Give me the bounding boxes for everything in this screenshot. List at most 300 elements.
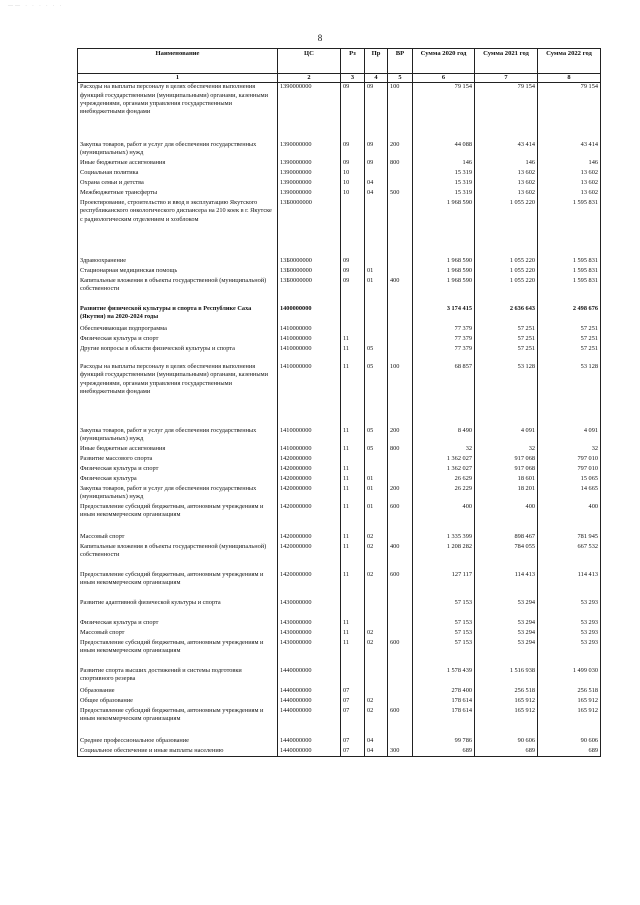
row-target-code: 1390000000 [278, 189, 341, 199]
row-expense-type [388, 629, 413, 639]
row-target-code: 1430000000 [278, 599, 341, 619]
row-sum-2021: 32 [475, 445, 538, 455]
row-sum-2021: 90 606 [475, 737, 538, 747]
row-name: Иные бюджетные ассигнования [78, 445, 278, 455]
header-vr: ВР [388, 49, 413, 74]
row-subsection: 02 [365, 639, 388, 667]
row-sum-2020: 1 968 590 [413, 257, 475, 267]
row-sum-2022: 53 293 [538, 639, 601, 667]
row-name: Предоставление субсидий бюджетным, автономным учреждениям и иным некоммерческим организациям [78, 639, 278, 667]
row-expense-type: 600 [388, 503, 413, 533]
table-row [78, 639, 601, 667]
row-expense-type [388, 697, 413, 707]
header-sum-2020: Сумма 2020 год [413, 49, 475, 74]
row-subsection: 02 [365, 629, 388, 639]
row-sum-2020: 57 153 [413, 619, 475, 629]
row-target-code: 1410000000 [278, 325, 341, 335]
table-row [78, 543, 601, 571]
row-section [341, 325, 365, 335]
row-sum-2021: 2 636 643 [475, 305, 538, 325]
row-subsection [365, 199, 388, 257]
row-sum-2020: 57 153 [413, 639, 475, 667]
scan-artifact: —— · · · · · · [8, 4, 64, 9]
row-sum-2022: 4 091 [538, 427, 601, 445]
row-sum-2021: 165 912 [475, 697, 538, 707]
row-section: 11 [341, 619, 365, 629]
row-section [341, 305, 365, 325]
row-section: 10 [341, 189, 365, 199]
row-target-code: 1420000000 [278, 475, 341, 485]
row-sum-2021: 53 294 [475, 619, 538, 629]
col-index: 4 [365, 74, 388, 83]
row-sum-2020: 278 400 [413, 687, 475, 697]
row-sum-2022: 79 154 [538, 83, 601, 141]
table-row [78, 363, 601, 427]
row-subsection: 05 [365, 427, 388, 445]
row-subsection: 04 [365, 189, 388, 199]
row-sum-2020: 1 578 439 [413, 667, 475, 687]
row-sum-2022: 57 251 [538, 325, 601, 335]
row-sum-2022: 256 518 [538, 687, 601, 697]
row-expense-type: 300 [388, 747, 413, 757]
row-sum-2021: 689 [475, 747, 538, 757]
row-sum-2022: 15 065 [538, 475, 601, 485]
header-pr: Пр [365, 49, 388, 74]
row-subsection [365, 335, 388, 345]
row-sum-2020: 146 [413, 159, 475, 169]
row-sum-2022: 114 413 [538, 571, 601, 599]
row-sum-2021: 57 251 [475, 345, 538, 363]
row-sum-2022: 57 251 [538, 345, 601, 363]
page-number: 8 [317, 33, 323, 43]
row-section: 07 [341, 747, 365, 757]
row-section: 11 [341, 485, 365, 503]
row-name: Иные бюджетные ассигнования [78, 159, 278, 169]
row-sum-2022: 13 602 [538, 179, 601, 189]
row-subsection [365, 667, 388, 687]
row-expense-type [388, 687, 413, 697]
table-row [78, 697, 601, 707]
row-expense-type [388, 465, 413, 475]
row-expense-type [388, 199, 413, 257]
row-name: Проектирование, строительство и ввод в эксплуатацию Якутского республиканского онкологического диспансера на 210 коек в г. Якутске с радиологическим отделением и хозблоком [78, 199, 278, 257]
table-row [78, 141, 601, 159]
row-target-code: 1390000000 [278, 179, 341, 189]
row-sum-2020: 32 [413, 445, 475, 455]
row-sum-2020: 1 968 590 [413, 277, 475, 305]
row-subsection: 02 [365, 697, 388, 707]
budget-table-container [77, 48, 600, 757]
row-target-code: 1410000000 [278, 335, 341, 345]
row-sum-2020: 15 319 [413, 189, 475, 199]
row-sum-2020: 1 208 282 [413, 543, 475, 571]
row-section: 09 [341, 277, 365, 305]
row-section: 09 [341, 141, 365, 159]
row-sum-2021: 53 294 [475, 639, 538, 667]
row-sum-2021: 4 091 [475, 427, 538, 445]
row-sum-2022: 1 595 831 [538, 199, 601, 257]
row-name: Общее образование [78, 697, 278, 707]
table-row [78, 179, 601, 189]
row-section: 11 [341, 363, 365, 427]
row-sum-2022: 90 606 [538, 737, 601, 747]
row-subsection: 01 [365, 277, 388, 305]
row-target-code: 1390000000 [278, 169, 341, 179]
column-index-row [78, 74, 601, 83]
row-target-code: 1430000000 [278, 639, 341, 667]
row-target-code: 1420000000 [278, 465, 341, 475]
row-name: Физическая культура и спорт [78, 335, 278, 345]
table-row [78, 619, 601, 629]
table-row [78, 533, 601, 543]
row-sum-2020: 1 362 027 [413, 455, 475, 465]
row-name: Развитие спорта высших достижений и системы подготовки спортивного резерва [78, 667, 278, 687]
row-sum-2021: 917 068 [475, 455, 538, 465]
row-section: 11 [341, 571, 365, 599]
table-row [78, 599, 601, 619]
row-sum-2021: 256 518 [475, 687, 538, 697]
row-sum-2022: 53 293 [538, 629, 601, 639]
row-target-code: 1420000000 [278, 571, 341, 599]
header-name: Наименование [78, 49, 278, 74]
row-sum-2020: 689 [413, 747, 475, 757]
row-subsection: 02 [365, 533, 388, 543]
row-target-code: 1410000000 [278, 427, 341, 445]
row-name: Обеспечивающая подпрограмма [78, 325, 278, 335]
row-section: 11 [341, 465, 365, 475]
row-target-code: 1440000000 [278, 707, 341, 737]
row-section: 09 [341, 159, 365, 169]
table-row [78, 737, 601, 747]
row-subsection [365, 305, 388, 325]
table-row [78, 747, 601, 757]
table-row [78, 571, 601, 599]
row-subsection: 09 [365, 141, 388, 159]
table-row [78, 445, 601, 455]
row-section: 07 [341, 707, 365, 737]
row-sum-2021: 400 [475, 503, 538, 533]
row-section [341, 199, 365, 257]
row-name: Капитальные вложения в объекты государственной (муниципальной) собственности [78, 277, 278, 305]
row-subsection: 04 [365, 737, 388, 747]
row-sum-2020: 8 490 [413, 427, 475, 445]
row-sum-2022: 781 945 [538, 533, 601, 543]
row-sum-2021: 53 294 [475, 629, 538, 639]
row-target-code: 1440000000 [278, 737, 341, 747]
row-target-code: 1410000000 [278, 363, 341, 427]
row-sum-2021: 18 201 [475, 485, 538, 503]
row-expense-type: 100 [388, 83, 413, 141]
row-sum-2022: 53 128 [538, 363, 601, 427]
table-row [78, 335, 601, 345]
row-sum-2020: 44 088 [413, 141, 475, 159]
row-sum-2022: 2 498 676 [538, 305, 601, 325]
row-sum-2020: 57 153 [413, 599, 475, 619]
row-subsection: 01 [365, 503, 388, 533]
row-sum-2020: 1 968 590 [413, 267, 475, 277]
row-sum-2020: 178 614 [413, 697, 475, 707]
row-sum-2022: 53 293 [538, 599, 601, 619]
row-target-code: 1410000000 [278, 345, 341, 363]
row-sum-2020: 99 786 [413, 737, 475, 747]
row-name: Физическая культура [78, 475, 278, 485]
row-section: 09 [341, 83, 365, 141]
header-cs: ЦС [278, 49, 341, 74]
row-sum-2022: 797 010 [538, 465, 601, 475]
row-expense-type [388, 325, 413, 335]
row-sum-2020: 15 319 [413, 179, 475, 189]
row-target-code: 1420000000 [278, 533, 341, 543]
row-subsection [365, 465, 388, 475]
row-sum-2021: 53 294 [475, 599, 538, 619]
row-name: Расходы на выплаты персоналу в целях обеспечения выполнения функций государственными (муниципальными) органами, казенными учреждениями, органами управления государственными внебюджетными фондами [78, 363, 278, 427]
row-sum-2020: 26 629 [413, 475, 475, 485]
row-section: 11 [341, 345, 365, 363]
budget-table [77, 48, 601, 757]
table-row [78, 267, 601, 277]
row-section: 11 [341, 427, 365, 445]
table-row [78, 257, 601, 267]
row-section: 11 [341, 503, 365, 533]
row-sum-2022: 400 [538, 503, 601, 533]
row-section: 11 [341, 533, 365, 543]
row-subsection: 09 [365, 83, 388, 141]
row-expense-type: 600 [388, 707, 413, 737]
row-expense-type: 400 [388, 543, 413, 571]
row-section [341, 455, 365, 465]
row-sum-2021: 13 602 [475, 179, 538, 189]
row-expense-type: 100 [388, 363, 413, 427]
row-expense-type [388, 667, 413, 687]
table-row [78, 455, 601, 465]
row-expense-type [388, 257, 413, 267]
row-section [341, 599, 365, 619]
row-sum-2022: 32 [538, 445, 601, 455]
row-sum-2020: 79 154 [413, 83, 475, 141]
header-rz: Рз [341, 49, 365, 74]
row-target-code: 1440000000 [278, 697, 341, 707]
row-subsection: 04 [365, 747, 388, 757]
row-expense-type: 200 [388, 427, 413, 445]
row-expense-type [388, 169, 413, 179]
row-sum-2021: 1 055 220 [475, 267, 538, 277]
row-expense-type [388, 737, 413, 747]
row-subsection: 04 [365, 179, 388, 189]
row-expense-type: 200 [388, 141, 413, 159]
row-subsection: 01 [365, 485, 388, 503]
row-expense-type [388, 267, 413, 277]
row-expense-type [388, 475, 413, 485]
row-name: Закупка товаров, работ и услуг для обеспечения государственных (муниципальных) нужд [78, 427, 278, 445]
row-subsection: 02 [365, 707, 388, 737]
col-index: 7 [475, 74, 538, 83]
row-sum-2021: 13 602 [475, 169, 538, 179]
row-name: Развитие адаптивной физической культуры и спорта [78, 599, 278, 619]
row-sum-2021: 1 516 938 [475, 667, 538, 687]
row-sum-2020: 1 362 027 [413, 465, 475, 475]
row-expense-type [388, 345, 413, 363]
row-name: Расходы на выплаты персоналу в целях обеспечения выполнения функций государственными (муниципальными) органами, казенными учреждениями, органами управления государственными внебюджетными фондами [78, 83, 278, 141]
row-name: Закупка товаров, работ и услуг для обеспечения государственных (муниципальных) нужд [78, 141, 278, 159]
row-section: 11 [341, 543, 365, 571]
row-name: Предоставление субсидий бюджетным, автономным учреждениям и иным некоммерческим организациям [78, 707, 278, 737]
table-row [78, 485, 601, 503]
table-row [78, 503, 601, 533]
row-sum-2022: 165 912 [538, 707, 601, 737]
row-name: Охрана семьи и детства [78, 179, 278, 189]
row-sum-2020: 77 379 [413, 335, 475, 345]
row-sum-2022: 13 602 [538, 169, 601, 179]
row-section: 11 [341, 335, 365, 345]
row-target-code: 1420000000 [278, 543, 341, 571]
row-sum-2020: 178 614 [413, 707, 475, 737]
row-target-code: 1430000000 [278, 629, 341, 639]
row-section: 07 [341, 697, 365, 707]
row-target-code: 1390000000 [278, 83, 341, 141]
header-sum-2021: Сумма 2021 год [475, 49, 538, 74]
row-target-code: 1390000000 [278, 159, 341, 169]
row-section: 11 [341, 629, 365, 639]
col-index: 2 [278, 74, 341, 83]
table-row [78, 169, 601, 179]
row-sum-2021: 784 055 [475, 543, 538, 571]
table-row [78, 427, 601, 445]
row-expense-type: 600 [388, 571, 413, 599]
row-section: 11 [341, 639, 365, 667]
row-subsection [365, 455, 388, 465]
row-expense-type [388, 335, 413, 345]
row-sum-2021: 165 912 [475, 707, 538, 737]
header-row [78, 49, 601, 74]
row-sum-2022: 14 665 [538, 485, 601, 503]
row-subsection [365, 257, 388, 267]
row-sum-2021: 57 251 [475, 335, 538, 345]
table-row [78, 305, 601, 325]
row-section: 07 [341, 737, 365, 747]
row-sum-2020: 3 174 415 [413, 305, 475, 325]
row-section: 11 [341, 445, 365, 455]
table-body [78, 83, 601, 757]
row-subsection: 02 [365, 571, 388, 599]
row-subsection: 05 [365, 345, 388, 363]
row-sum-2022: 43 414 [538, 141, 601, 159]
row-sum-2021: 57 251 [475, 325, 538, 335]
row-target-code: 1440000000 [278, 687, 341, 697]
row-expense-type: 800 [388, 159, 413, 169]
row-target-code: 1410000000 [278, 445, 341, 455]
row-sum-2022: 1 595 831 [538, 257, 601, 267]
col-index: 1 [78, 74, 278, 83]
table-row [78, 83, 601, 141]
row-sum-2021: 18 601 [475, 475, 538, 485]
row-target-code: 1440000000 [278, 667, 341, 687]
row-name: Другие вопросы в области физической культуры и спорта [78, 345, 278, 363]
row-sum-2022: 13 602 [538, 189, 601, 199]
row-sum-2022: 146 [538, 159, 601, 169]
col-index: 3 [341, 74, 365, 83]
row-subsection: 01 [365, 475, 388, 485]
row-expense-type [388, 179, 413, 189]
row-sum-2022: 53 293 [538, 619, 601, 629]
row-target-code: 1440000000 [278, 747, 341, 757]
row-name: Массовый спорт [78, 629, 278, 639]
row-sum-2020: 15 319 [413, 169, 475, 179]
row-sum-2020: 127 117 [413, 571, 475, 599]
table-row [78, 159, 601, 169]
row-name: Развитие массового спорта [78, 455, 278, 465]
row-subsection: 01 [365, 267, 388, 277]
row-sum-2022: 165 912 [538, 697, 601, 707]
row-expense-type: 800 [388, 445, 413, 455]
table-row [78, 345, 601, 363]
row-sum-2022: 689 [538, 747, 601, 757]
row-subsection [365, 619, 388, 629]
row-name: Развитие физической культуры и спорта в Республике Саха (Якутия) на 2020-2024 годы [78, 305, 278, 325]
row-section: 09 [341, 257, 365, 267]
row-name: Предоставление субсидий бюджетным, автономным учреждениям и иным некоммерческим организациям [78, 571, 278, 599]
row-subsection: 05 [365, 363, 388, 427]
row-sum-2020: 57 153 [413, 629, 475, 639]
row-expense-type: 200 [388, 485, 413, 503]
row-target-code: 1420000000 [278, 485, 341, 503]
row-sum-2021: 1 055 220 [475, 277, 538, 305]
row-target-code: 1420000000 [278, 455, 341, 465]
table-row [78, 475, 601, 485]
row-sum-2021: 13 602 [475, 189, 538, 199]
row-name: Социальное обеспечение и иные выплаты населению [78, 747, 278, 757]
row-sum-2020: 400 [413, 503, 475, 533]
row-target-code: 1430000000 [278, 619, 341, 629]
col-index: 6 [413, 74, 475, 83]
row-sum-2021: 53 128 [475, 363, 538, 427]
row-sum-2021: 1 055 220 [475, 257, 538, 267]
row-expense-type [388, 305, 413, 325]
row-section: 10 [341, 169, 365, 179]
row-subsection [365, 599, 388, 619]
table-row [78, 189, 601, 199]
row-subsection: 02 [365, 543, 388, 571]
row-subsection [365, 687, 388, 697]
row-name: Физическая культура и спорт [78, 619, 278, 629]
row-sum-2022: 57 251 [538, 335, 601, 345]
row-sum-2020: 1 968 590 [413, 199, 475, 257]
row-name: Образование [78, 687, 278, 697]
row-name: Закупка товаров, работ и услуг для обеспечения государственных (муниципальных) нужд [78, 485, 278, 503]
row-section: 11 [341, 475, 365, 485]
table-row [78, 277, 601, 305]
row-name: Социальная политика [78, 169, 278, 179]
row-target-code: 1400000000 [278, 305, 341, 325]
row-expense-type: 600 [388, 639, 413, 667]
row-sum-2020: 77 379 [413, 345, 475, 363]
row-sum-2022: 667 532 [538, 543, 601, 571]
row-name: Предоставление субсидий бюджетным, автономным учреждениям и иным некоммерческим организациям [78, 503, 278, 533]
row-name: Среднее профессиональное образование [78, 737, 278, 747]
row-subsection [365, 325, 388, 335]
table-row [78, 687, 601, 697]
row-name: Стационарная медицинская помощь [78, 267, 278, 277]
col-index: 5 [388, 74, 413, 83]
row-sum-2020: 68 857 [413, 363, 475, 427]
row-sum-2021: 43 414 [475, 141, 538, 159]
row-target-code: 13Б0000000 [278, 267, 341, 277]
row-sum-2020: 26 229 [413, 485, 475, 503]
row-sum-2020: 77 379 [413, 325, 475, 335]
table-row [78, 707, 601, 737]
row-subsection [365, 169, 388, 179]
row-sum-2021: 917 068 [475, 465, 538, 475]
row-target-code: 13Б0000000 [278, 277, 341, 305]
